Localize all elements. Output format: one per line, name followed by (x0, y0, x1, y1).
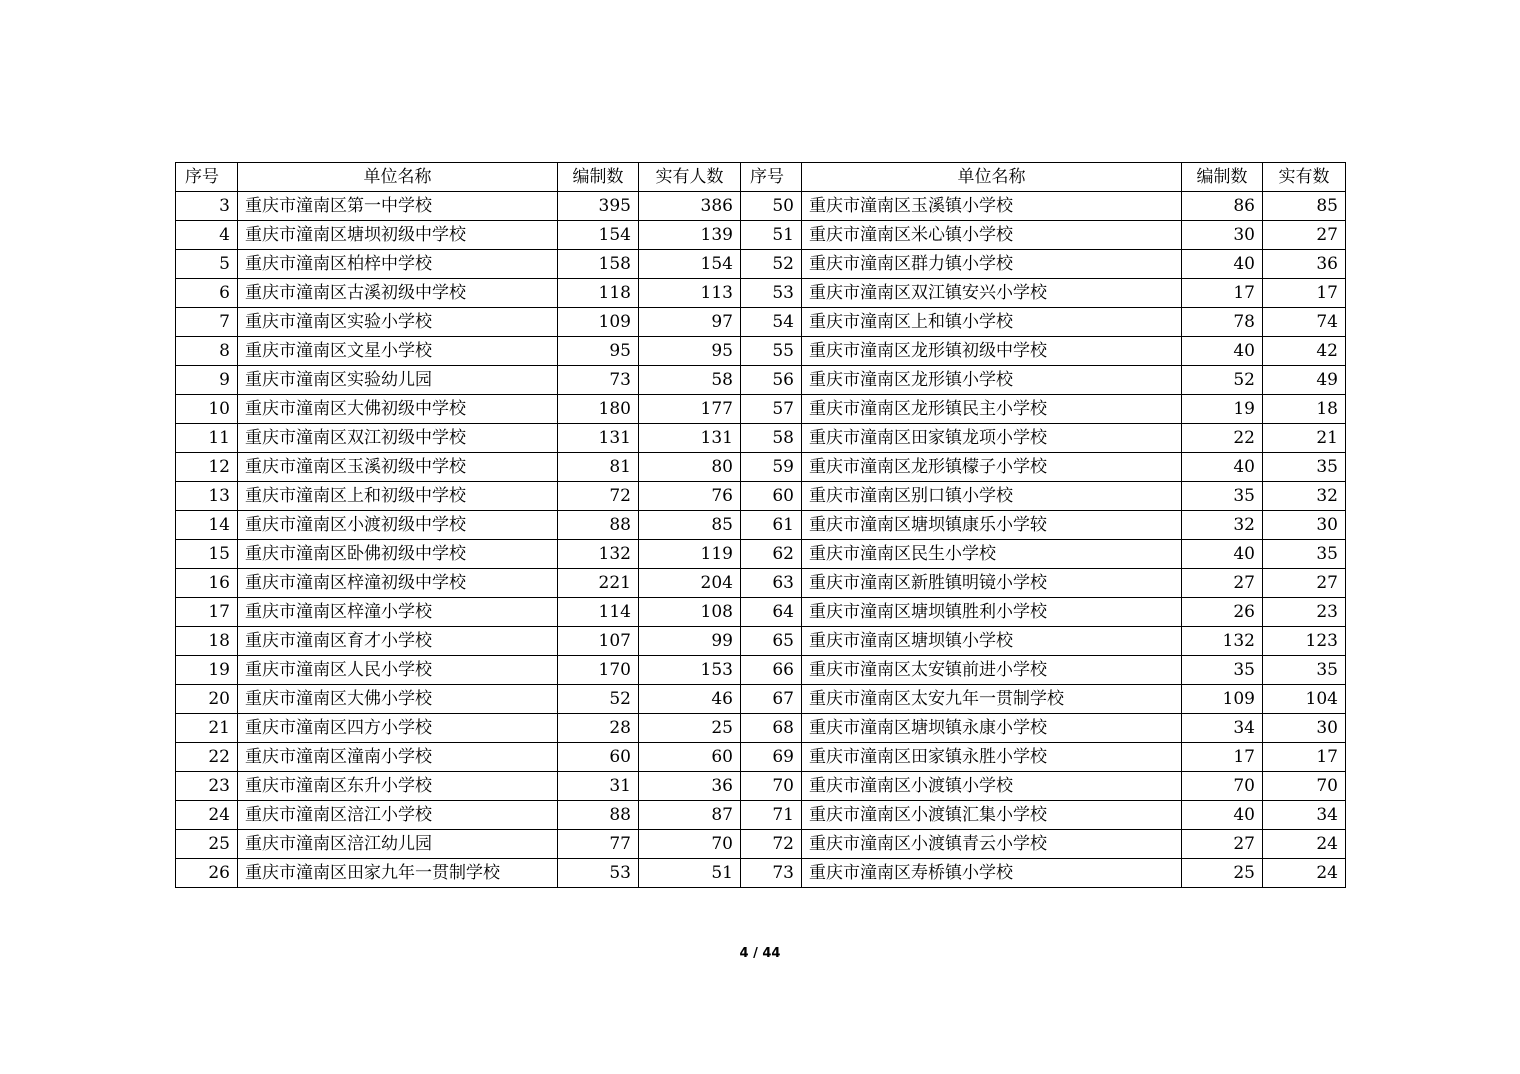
table-row (176, 424, 1346, 453)
cell-seq-right: 71 (741, 801, 802, 830)
cell-actual-left: 153 (639, 656, 741, 685)
cell-seq-right: 57 (741, 395, 802, 424)
cell-actual-right: 24 (1263, 859, 1346, 888)
cell-seq-right: 52 (741, 250, 802, 279)
cell-actual-left: 85 (639, 511, 741, 540)
cell-quota-left: 132 (558, 540, 639, 569)
cell-actual-left: 99 (639, 627, 741, 656)
cell-unit-name-right: 重庆市潼南区龙形镇民主小学校 (802, 395, 1182, 424)
cell-unit-name-right: 重庆市潼南区龙形镇檬子小学校 (802, 453, 1182, 482)
cell-unit-name-right: 重庆市潼南区田家镇龙项小学校 (802, 424, 1182, 453)
cell-unit-name-left: 重庆市潼南区实验幼儿园 (238, 366, 558, 395)
table-row (176, 511, 1346, 540)
cell-actual-right: 21 (1263, 424, 1346, 453)
cell-quota-right: 30 (1182, 221, 1263, 250)
cell-actual-left: 46 (639, 685, 741, 714)
cell-seq-right: 60 (741, 482, 802, 511)
cell-quota-left: 131 (558, 424, 639, 453)
header-unit-name-left: 单位名称 (238, 163, 558, 192)
cell-seq-right: 58 (741, 424, 802, 453)
cell-actual-left: 131 (639, 424, 741, 453)
cell-actual-left: 25 (639, 714, 741, 743)
cell-seq-left: 25 (176, 830, 238, 859)
cell-actual-right: 49 (1263, 366, 1346, 395)
cell-quota-right: 132 (1182, 627, 1263, 656)
cell-actual-left: 108 (639, 598, 741, 627)
cell-quota-right: 40 (1182, 453, 1263, 482)
table-row (176, 627, 1346, 656)
cell-unit-name-right: 重庆市潼南区群力镇小学校 (802, 250, 1182, 279)
header-unit-name-right: 单位名称 (802, 163, 1182, 192)
cell-seq-left: 18 (176, 627, 238, 656)
header-actual-left: 实有人数 (639, 163, 741, 192)
cell-quota-left: 77 (558, 830, 639, 859)
table-row (176, 308, 1346, 337)
cell-unit-name-left: 重庆市潼南区文星小学校 (238, 337, 558, 366)
cell-seq-left: 21 (176, 714, 238, 743)
cell-unit-name-left: 重庆市潼南区田家九年一贯制学校 (238, 859, 558, 888)
header-actual-right: 实有数 (1263, 163, 1346, 192)
cell-unit-name-left: 重庆市潼南区古溪初级中学校 (238, 279, 558, 308)
cell-seq-left: 15 (176, 540, 238, 569)
cell-actual-right: 85 (1263, 192, 1346, 221)
cell-unit-name-left: 重庆市潼南区涪江幼儿园 (238, 830, 558, 859)
cell-quota-left: 118 (558, 279, 639, 308)
cell-unit-name-right: 重庆市潼南区塘坝镇永康小学校 (802, 714, 1182, 743)
table-row (176, 540, 1346, 569)
cell-quota-left: 88 (558, 511, 639, 540)
cell-seq-left: 6 (176, 279, 238, 308)
cell-actual-right: 30 (1263, 511, 1346, 540)
cell-unit-name-left: 重庆市潼南区塘坝初级中学校 (238, 221, 558, 250)
cell-seq-left: 20 (176, 685, 238, 714)
cell-unit-name-right: 重庆市潼南区龙形镇初级中学校 (802, 337, 1182, 366)
header-quota-right: 编制数 (1182, 163, 1263, 192)
cell-seq-right: 69 (741, 743, 802, 772)
cell-quota-right: 34 (1182, 714, 1263, 743)
cell-actual-right: 36 (1263, 250, 1346, 279)
cell-unit-name-right: 重庆市潼南区太安九年一贯制学校 (802, 685, 1182, 714)
cell-quota-right: 40 (1182, 540, 1263, 569)
cell-quota-left: 31 (558, 772, 639, 801)
cell-unit-name-left: 重庆市潼南区梓潼初级中学校 (238, 569, 558, 598)
cell-unit-name-right: 重庆市潼南区塘坝镇康乐小学较 (802, 511, 1182, 540)
cell-actual-left: 95 (639, 337, 741, 366)
cell-quota-right: 22 (1182, 424, 1263, 453)
cell-quota-left: 221 (558, 569, 639, 598)
cell-unit-name-right: 重庆市潼南区玉溪镇小学校 (802, 192, 1182, 221)
cell-actual-right: 17 (1263, 743, 1346, 772)
cell-quota-right: 70 (1182, 772, 1263, 801)
cell-seq-right: 67 (741, 685, 802, 714)
cell-actual-left: 119 (639, 540, 741, 569)
cell-actual-right: 35 (1263, 540, 1346, 569)
cell-unit-name-left: 重庆市潼南区玉溪初级中学校 (238, 453, 558, 482)
table-row (176, 772, 1346, 801)
cell-quota-left: 52 (558, 685, 639, 714)
cell-quota-right: 26 (1182, 598, 1263, 627)
cell-quota-right: 109 (1182, 685, 1263, 714)
cell-quota-right: 40 (1182, 337, 1263, 366)
table-row (176, 685, 1346, 714)
cell-actual-left: 154 (639, 250, 741, 279)
cell-quota-left: 170 (558, 656, 639, 685)
cell-unit-name-left: 重庆市潼南区上和初级中学校 (238, 482, 558, 511)
cell-quota-right: 86 (1182, 192, 1263, 221)
cell-quota-left: 28 (558, 714, 639, 743)
cell-quota-right: 25 (1182, 859, 1263, 888)
cell-quota-right: 52 (1182, 366, 1263, 395)
table-row (176, 192, 1346, 221)
cell-seq-left: 4 (176, 221, 238, 250)
cell-quota-left: 107 (558, 627, 639, 656)
cell-seq-left: 5 (176, 250, 238, 279)
cell-unit-name-right: 重庆市潼南区塘坝镇胜利小学校 (802, 598, 1182, 627)
cell-unit-name-left: 重庆市潼南区梓潼小学校 (238, 598, 558, 627)
table-row (176, 279, 1346, 308)
table-row (176, 482, 1346, 511)
cell-actual-right: 34 (1263, 801, 1346, 830)
cell-seq-right: 73 (741, 859, 802, 888)
cell-unit-name-left: 重庆市潼南区四方小学校 (238, 714, 558, 743)
cell-seq-right: 53 (741, 279, 802, 308)
cell-seq-right: 62 (741, 540, 802, 569)
cell-unit-name-right: 重庆市潼南区双江镇安兴小学校 (802, 279, 1182, 308)
cell-quota-left: 180 (558, 395, 639, 424)
cell-seq-right: 68 (741, 714, 802, 743)
cell-seq-right: 70 (741, 772, 802, 801)
cell-seq-right: 51 (741, 221, 802, 250)
cell-unit-name-right: 重庆市潼南区寿桥镇小学校 (802, 859, 1182, 888)
cell-unit-name-left: 重庆市潼南区潼南小学校 (238, 743, 558, 772)
cell-seq-left: 11 (176, 424, 238, 453)
table-body (176, 192, 1346, 888)
cell-unit-name-right: 重庆市潼南区米心镇小学校 (802, 221, 1182, 250)
cell-seq-left: 17 (176, 598, 238, 627)
cell-seq-right: 54 (741, 308, 802, 337)
cell-quota-right: 19 (1182, 395, 1263, 424)
cell-actual-right: 32 (1263, 482, 1346, 511)
cell-seq-right: 63 (741, 569, 802, 598)
cell-seq-left: 13 (176, 482, 238, 511)
cell-actual-left: 36 (639, 772, 741, 801)
cell-actual-left: 76 (639, 482, 741, 511)
table-row (176, 569, 1346, 598)
cell-quota-left: 81 (558, 453, 639, 482)
cell-quota-left: 154 (558, 221, 639, 250)
table-row (176, 859, 1346, 888)
cell-actual-right: 18 (1263, 395, 1346, 424)
cell-actual-right: 27 (1263, 221, 1346, 250)
cell-quota-right: 78 (1182, 308, 1263, 337)
cell-actual-right: 30 (1263, 714, 1346, 743)
cell-quota-right: 35 (1182, 482, 1263, 511)
page-number: 4 / 44 (739, 946, 781, 961)
cell-actual-left: 97 (639, 308, 741, 337)
cell-seq-left: 23 (176, 772, 238, 801)
cell-quota-right: 35 (1182, 656, 1263, 685)
cell-unit-name-right: 重庆市潼南区民生小学校 (802, 540, 1182, 569)
cell-unit-name-right: 重庆市潼南区小渡镇青云小学校 (802, 830, 1182, 859)
cell-actual-left: 58 (639, 366, 741, 395)
cell-quota-left: 95 (558, 337, 639, 366)
cell-actual-right: 42 (1263, 337, 1346, 366)
cell-quota-left: 73 (558, 366, 639, 395)
cell-seq-right: 50 (741, 192, 802, 221)
cell-actual-right: 70 (1263, 772, 1346, 801)
table-row (176, 830, 1346, 859)
cell-seq-left: 14 (176, 511, 238, 540)
cell-actual-left: 87 (639, 801, 741, 830)
cell-actual-right: 74 (1263, 308, 1346, 337)
cell-unit-name-left: 重庆市潼南区涪江小学校 (238, 801, 558, 830)
header-quota-left: 编制数 (558, 163, 639, 192)
cell-unit-name-right: 重庆市潼南区新胜镇明镜小学校 (802, 569, 1182, 598)
table-row (176, 395, 1346, 424)
table-row (176, 743, 1346, 772)
header-seq-left: 序号 (176, 163, 238, 192)
cell-actual-right: 27 (1263, 569, 1346, 598)
cell-unit-name-right: 重庆市潼南区小渡镇汇集小学校 (802, 801, 1182, 830)
cell-unit-name-left: 重庆市潼南区实验小学校 (238, 308, 558, 337)
cell-actual-right: 35 (1263, 453, 1346, 482)
table-row (176, 598, 1346, 627)
cell-quota-left: 72 (558, 482, 639, 511)
cell-quota-left: 395 (558, 192, 639, 221)
table-row (176, 714, 1346, 743)
cell-actual-right: 23 (1263, 598, 1346, 627)
table-row (176, 801, 1346, 830)
cell-unit-name-left: 重庆市潼南区双江初级中学校 (238, 424, 558, 453)
cell-unit-name-left: 重庆市潼南区育才小学校 (238, 627, 558, 656)
cell-seq-right: 64 (741, 598, 802, 627)
cell-unit-name-left: 重庆市潼南区东升小学校 (238, 772, 558, 801)
cell-seq-right: 72 (741, 830, 802, 859)
cell-actual-right: 104 (1263, 685, 1346, 714)
cell-seq-right: 61 (741, 511, 802, 540)
cell-actual-right: 123 (1263, 627, 1346, 656)
table-row (176, 221, 1346, 250)
table-row (176, 250, 1346, 279)
cell-unit-name-left: 重庆市潼南区卧佛初级中学校 (238, 540, 558, 569)
cell-unit-name-right: 重庆市潼南区小渡镇小学校 (802, 772, 1182, 801)
cell-quota-right: 32 (1182, 511, 1263, 540)
cell-actual-right: 24 (1263, 830, 1346, 859)
cell-seq-left: 22 (176, 743, 238, 772)
cell-actual-left: 139 (639, 221, 741, 250)
cell-actual-left: 60 (639, 743, 741, 772)
cell-unit-name-left: 重庆市潼南区大佛初级中学校 (238, 395, 558, 424)
cell-unit-name-right: 重庆市潼南区太安镇前进小学校 (802, 656, 1182, 685)
cell-quota-right: 40 (1182, 801, 1263, 830)
staffing-table (175, 162, 1346, 888)
cell-seq-left: 7 (176, 308, 238, 337)
cell-seq-right: 59 (741, 453, 802, 482)
table-row (176, 656, 1346, 685)
cell-unit-name-left: 重庆市潼南区柏梓中学校 (238, 250, 558, 279)
table-header-row (176, 163, 1346, 192)
cell-seq-left: 3 (176, 192, 238, 221)
cell-quota-left: 53 (558, 859, 639, 888)
cell-actual-left: 386 (639, 192, 741, 221)
cell-seq-left: 19 (176, 656, 238, 685)
cell-seq-right: 66 (741, 656, 802, 685)
cell-unit-name-right: 重庆市潼南区塘坝镇小学校 (802, 627, 1182, 656)
cell-quota-left: 60 (558, 743, 639, 772)
table-row (176, 337, 1346, 366)
table-row (176, 453, 1346, 482)
cell-unit-name-right: 重庆市潼南区上和镇小学校 (802, 308, 1182, 337)
cell-seq-left: 26 (176, 859, 238, 888)
cell-unit-name-left: 重庆市潼南区人民小学校 (238, 656, 558, 685)
cell-quota-left: 109 (558, 308, 639, 337)
cell-seq-left: 16 (176, 569, 238, 598)
cell-actual-left: 204 (639, 569, 741, 598)
cell-seq-left: 10 (176, 395, 238, 424)
cell-actual-left: 113 (639, 279, 741, 308)
cell-actual-left: 177 (639, 395, 741, 424)
cell-quota-left: 88 (558, 801, 639, 830)
cell-seq-right: 56 (741, 366, 802, 395)
cell-unit-name-right: 重庆市潼南区田家镇永胜小学校 (802, 743, 1182, 772)
cell-seq-left: 24 (176, 801, 238, 830)
cell-actual-left: 70 (639, 830, 741, 859)
cell-actual-left: 80 (639, 453, 741, 482)
cell-unit-name-right: 重庆市潼南区别口镇小学校 (802, 482, 1182, 511)
cell-actual-left: 51 (639, 859, 741, 888)
cell-quota-left: 114 (558, 598, 639, 627)
cell-actual-right: 17 (1263, 279, 1346, 308)
cell-unit-name-left: 重庆市潼南区第一中学校 (238, 192, 558, 221)
cell-quota-right: 27 (1182, 830, 1263, 859)
cell-seq-right: 55 (741, 337, 802, 366)
cell-quota-right: 17 (1182, 743, 1263, 772)
cell-seq-left: 12 (176, 453, 238, 482)
cell-quota-right: 40 (1182, 250, 1263, 279)
cell-quota-right: 17 (1182, 279, 1263, 308)
table-row (176, 366, 1346, 395)
cell-unit-name-left: 重庆市潼南区大佛小学校 (238, 685, 558, 714)
cell-seq-left: 9 (176, 366, 238, 395)
cell-seq-right: 65 (741, 627, 802, 656)
cell-quota-left: 158 (558, 250, 639, 279)
cell-quota-right: 27 (1182, 569, 1263, 598)
cell-unit-name-left: 重庆市潼南区小渡初级中学校 (238, 511, 558, 540)
cell-unit-name-right: 重庆市潼南区龙形镇小学校 (802, 366, 1182, 395)
header-seq-right: 序号 (741, 163, 802, 192)
cell-actual-right: 35 (1263, 656, 1346, 685)
cell-seq-left: 8 (176, 337, 238, 366)
